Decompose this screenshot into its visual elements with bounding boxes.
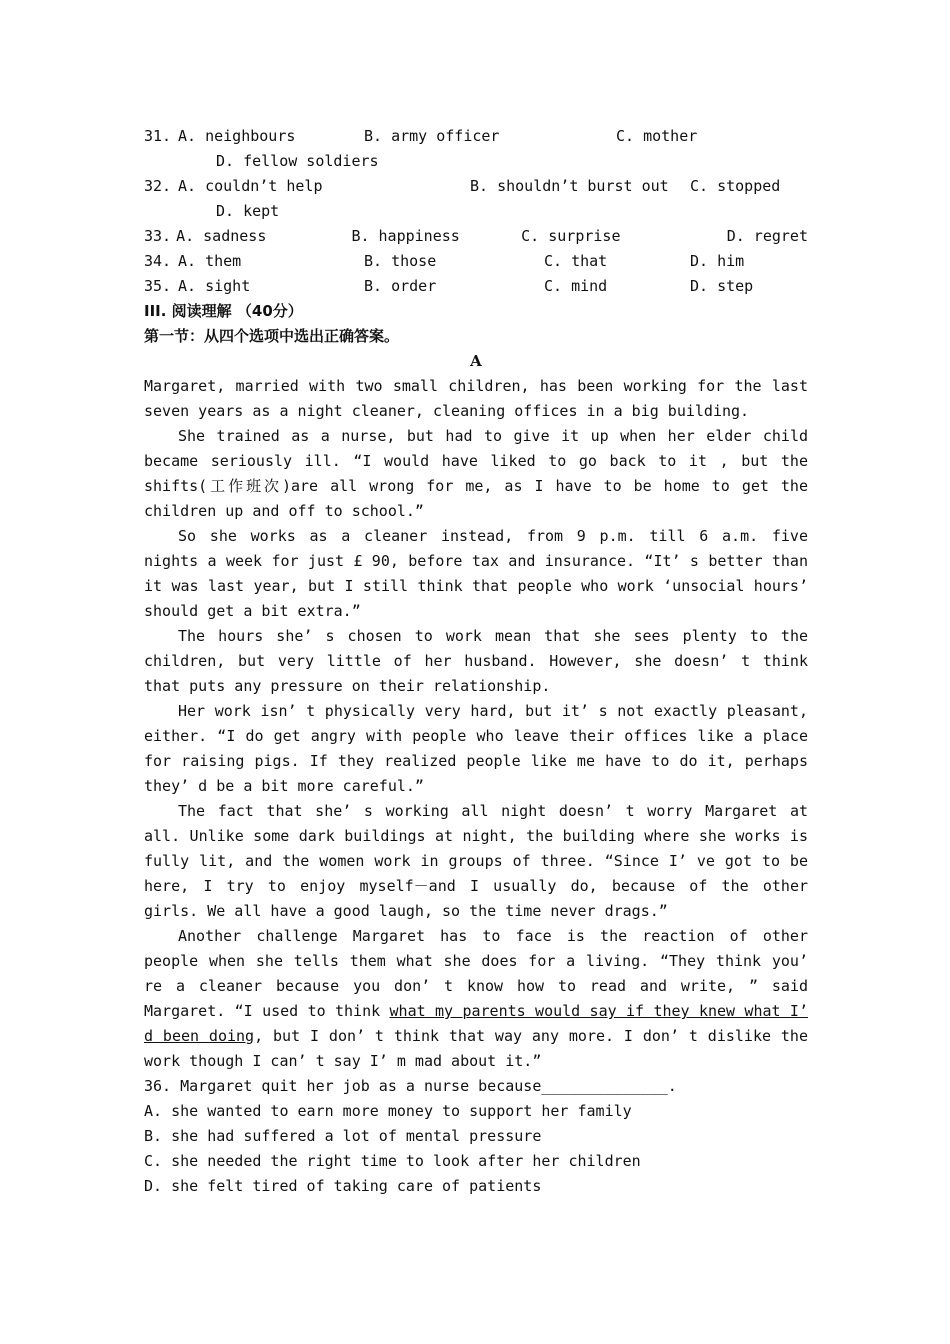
option-b: B. shouldn’t burst out [470,177,669,195]
question-35-options [144,274,808,299]
question-36-stem: 36. Margaret quit her job as a nurse because______________. [144,1077,677,1095]
option-a: A. sadness [176,227,267,245]
question-36-option-b: B. she had suffered a lot of mental pressure [144,1127,542,1145]
passage-paragraph-3: So she works as a cleaner instead, from 9 p.m. till 6 a.m. five nights a week for just £ 90, before tax and insurance. “It’ s better than it was last year, but I still think that people who work ‘unsocial hours’ should get a bit extra.” [144,527,808,620]
option-a: A. them [178,252,242,270]
question-36-option-a: A. she wanted to earn more money to support her family [144,1102,632,1120]
question-36-option-c: C. she needed the right time to look after her children [144,1152,641,1170]
option-c: C. surprise [521,227,621,245]
option-b: B. army officer [364,127,500,145]
question-31-options [144,124,808,149]
question-number: 35. [144,277,172,295]
passage-paragraph-6: The fact that she’ s working all night doesn’ t worry Margaret at all. Unlike some dark buildings at night, the building where she works is fully lit, and the women work in groups of three. “Since I’ ve got to be here, I try to enjoy myself－and I usually do, because of the other girls. We all have a good laugh, so the time never drags.” [144,802,808,920]
section-subtitle: 第一节：从四个选项中选出正确答案。 [144,327,400,345]
passage-paragraph-1: Margaret, married with two small children, has been working for the last seven years as a night cleaner, cleaning offices in a big building. [144,377,808,420]
question-32-option-d: D. kept [216,202,280,220]
paragraph-7-end: , but I don’ t think that way any more. I don’ t dislike the work though I can’ t say I’ m mad about it.” [144,1027,808,1070]
question-32-options [144,174,808,199]
option-c: C. that [544,252,608,270]
option-b: B. order [364,277,437,295]
option-c: C. mind [544,277,608,295]
underlined-phrase: what my parents would say if they knew what I’ d been doing [144,1002,808,1045]
option-c: C. mother [616,127,698,145]
question-number: 32. [144,177,172,195]
question-34-options [144,249,808,274]
option-d: D. regret [726,227,808,245]
question-31-option-d: D. fellow soldiers [216,152,379,170]
option-c: C. stopped [690,177,781,195]
passage-paragraph-2: She trained as a nurse, but had to give it up when her elder child became seriously ill. “I would have liked to go back to it , but the shifts(工作班次)are all wrong for me, as I have to be home to get the children up and off to school.” [144,427,808,520]
passage-label: A [470,352,482,370]
passage-paragraph-7 [144,924,808,1074]
option-d: D. him [690,252,745,270]
option-d: D. step [690,277,754,295]
option-a: A. sight [178,277,251,295]
paragraph-7-middle: challenge Margaret has to face is the reaction of other people when she tells them what she does for a living. “They think you’ re a cleaner because you don’ t know how to read and write, ” said Margaret. “I used to think [144,927,808,1020]
question-33-options [144,224,808,249]
option-a: A. neighbours [178,127,296,145]
question-number: 31. [144,127,172,145]
option-b: B. those [364,252,437,270]
question-36-option-d: D. she felt tired of taking care of patients [144,1177,542,1195]
option-b: B. happiness [351,227,460,245]
section-title: III. 阅读理解 （40分） [144,302,303,320]
paragraph-7-start: Another [178,927,257,945]
question-number: 33. [144,227,172,245]
option-a: A. couldn’t help [178,177,323,195]
question-number: 34. [144,252,172,270]
passage-paragraph-4: The hours she’ s chosen to work mean that she sees plenty to the children, but very little of her husband. However, she doesn’ t think that puts any pressure on their relationship. [144,627,808,695]
passage-paragraph-5: Her work isn’ t physically very hard, but it’ s not exactly pleasant, either. “I do get angry with people who leave their offices like a place for raising pigs. If they realized people like me have to do it, perhaps they’ d be a bit more careful.” [144,702,808,795]
